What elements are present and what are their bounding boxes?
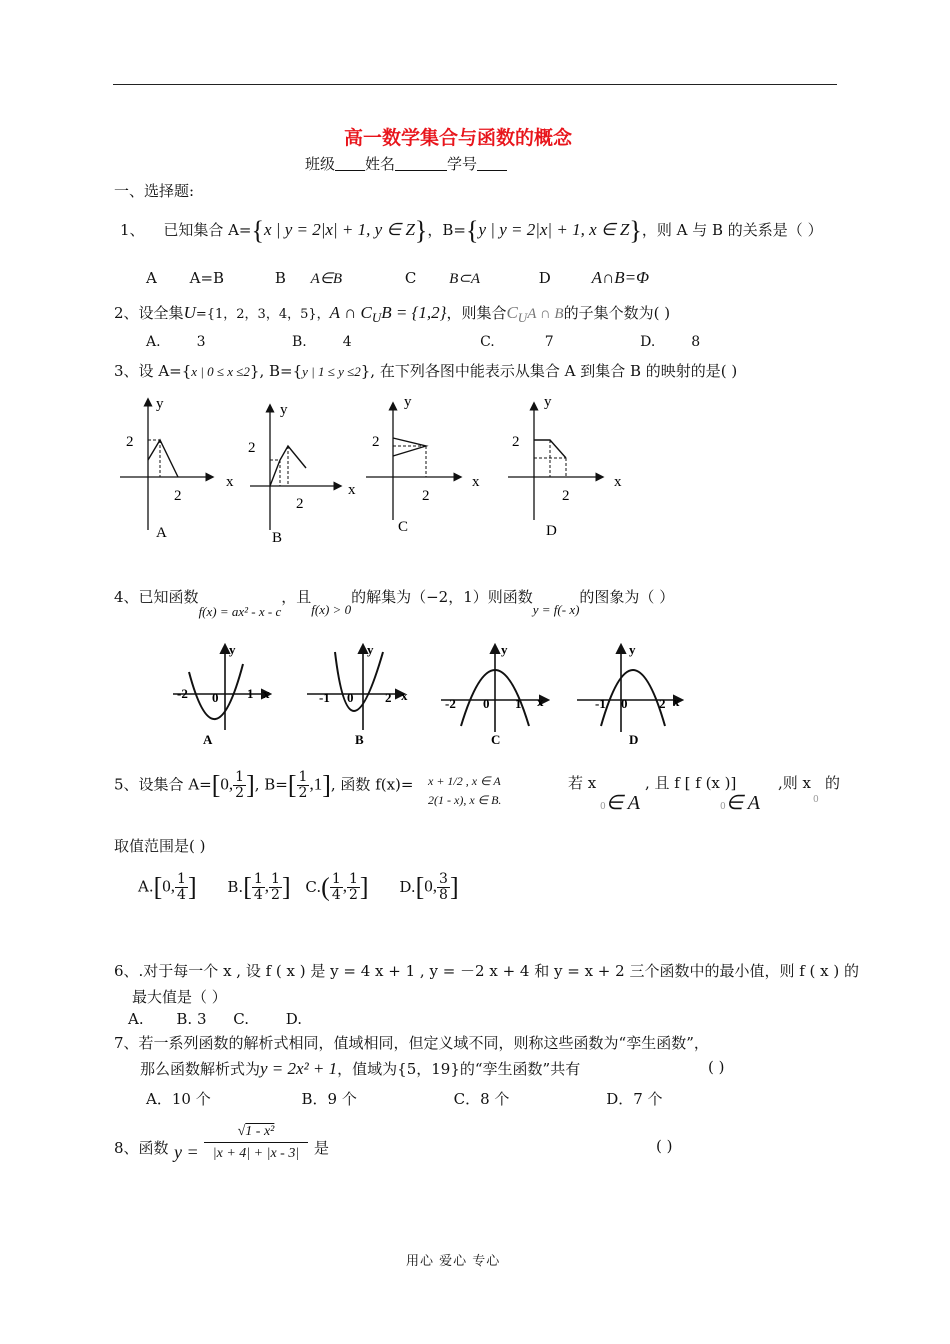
q2-expr: C	[506, 303, 518, 322]
svg-text:y: y	[544, 394, 552, 410]
q5-option-a-letter[interactable]: A.	[138, 877, 154, 896]
svg-text:0: 0	[483, 696, 490, 711]
q1-option-c-letter[interactable]: C	[404, 269, 417, 287]
svg-text:y: y	[156, 396, 164, 412]
number-label: 学号	[447, 155, 478, 173]
q3-graphs	[110, 390, 650, 550]
name-label: 姓名	[365, 155, 396, 173]
q7-option-d[interactable]: D．7 个	[606, 1090, 663, 1108]
q7-answer-paren: ( )	[708, 1058, 725, 1076]
q8-fraction: √1 - x² |x + 4| + |x - 3|	[204, 1124, 308, 1162]
q1-option-c-text: B⊂A	[449, 271, 481, 287]
svg-text:B: B	[355, 732, 364, 747]
q2-text1: 设全集	[138, 304, 184, 322]
svg-text:2: 2	[296, 496, 304, 512]
q2-condition: A ∩ C	[329, 303, 372, 322]
q1-suffix: ，则 A 与 B 的关系是（ ）	[641, 221, 823, 239]
svg-text:1: 1	[515, 696, 522, 711]
svg-text:y: y	[280, 402, 288, 418]
svg-text:-1: -1	[595, 696, 606, 711]
q2-number: 2、	[114, 304, 139, 322]
q8-prefix: 8、函数	[114, 1139, 169, 1157]
q1-number: 1、	[120, 221, 145, 239]
q4-graph-d[interactable]	[577, 642, 681, 747]
q2-universal-set: ={1，2，3，4，5}，	[195, 307, 330, 322]
svg-text:x: x	[472, 474, 480, 490]
q1-option-d-text: A∩B=Φ	[591, 268, 650, 287]
q2-text2: ，则集合	[446, 304, 507, 322]
svg-text:2: 2	[372, 434, 380, 450]
question-4: 4、已知函数f(x) = ax² - x - c，且f(x) > 0的解集为（−2，1）则函数y = f(- x)的图象为（ ）	[114, 588, 675, 619]
q1-option-a-letter[interactable]: A	[146, 269, 157, 287]
q3-set-a: x | 0 ≤ x ≤2	[191, 364, 250, 379]
q2-option-b-text: 4	[342, 334, 352, 350]
q1-option-d-letter[interactable]: D	[538, 269, 551, 287]
svg-text:2: 2	[174, 488, 182, 504]
q6-option-c[interactable]: C.	[233, 1010, 249, 1028]
q1-set-b: y | y = 2|x| + 1, x ∈ Z	[478, 220, 630, 239]
svg-text:D: D	[629, 732, 639, 747]
header-rule	[113, 84, 837, 85]
svg-text:x: x	[401, 688, 408, 703]
q8-denominator: |x + 4| + |x - 3|	[212, 1146, 300, 1161]
name-blank[interactable]	[395, 156, 447, 171]
svg-text:0: 0	[212, 690, 219, 705]
q2-option-a-text: 3	[196, 334, 206, 350]
svg-text:x: x	[348, 482, 356, 498]
q1-option-b-text: A∈B	[310, 271, 343, 287]
q2-option-d-letter[interactable]: D.	[640, 334, 656, 350]
svg-text:0: 0	[347, 690, 354, 705]
question-5: 5、设集合 A=[0, $\frac{1}{2}$ ], B=[ $\frac{1}{2}$ ,1], 函数 f(x)=	[114, 769, 414, 801]
q5-option-b-letter[interactable]: B.	[227, 877, 244, 896]
q4-graph-b[interactable]	[307, 642, 408, 747]
q7-option-a[interactable]: A．10 个	[146, 1090, 211, 1108]
svg-text:2: 2	[422, 488, 430, 504]
svg-text:A: A	[156, 525, 167, 541]
q4-graph-a[interactable]	[173, 642, 270, 747]
svg-text:x: x	[263, 686, 270, 701]
q4-graph-c[interactable]	[441, 642, 547, 747]
q5-line-2: 取值范围是( )	[114, 837, 206, 855]
svg-text:x: x	[614, 474, 622, 490]
q8-numerator: 1 - x²	[245, 1124, 275, 1139]
q4-function: f(x) = ax² - x - c	[198, 604, 282, 619]
svg-text:-2: -2	[177, 686, 188, 701]
q3-graph-b[interactable]	[248, 402, 356, 546]
svg-text:y: y	[501, 642, 508, 657]
q1-options	[146, 268, 649, 288]
svg-text:y: y	[404, 394, 412, 410]
svg-text:B: B	[272, 530, 283, 546]
q7-line-1: 7、若一系列函数的解析式相同，值域相同，但定义域不同，则称这些函数为“孪生函数”，	[114, 1034, 709, 1052]
svg-text:2: 2	[385, 690, 392, 705]
q7-options	[146, 1088, 663, 1109]
q2-option-c-text: 7	[544, 334, 554, 350]
q6-option-d[interactable]: D.	[285, 1010, 303, 1028]
section-heading: 一、选择题:	[114, 182, 195, 200]
svg-text:2: 2	[562, 488, 570, 504]
svg-text:y: y	[229, 642, 236, 657]
svg-text:-2: -2	[445, 696, 456, 711]
q2-option-a-letter[interactable]: A.	[146, 334, 161, 350]
q6-line-2: 最大值是（ ）	[132, 988, 227, 1006]
svg-text:D: D	[546, 523, 557, 539]
svg-text:x: x	[673, 694, 680, 709]
q6-line-1: 6、.对于每一个 x , 设 f ( x ) 是 y = 4 x + 1 , y = －2 x + 4 和 y = x + 2 三个函数中的最小值，则 f ( x ) 的	[114, 962, 860, 980]
q8-y: y =	[174, 1142, 199, 1162]
q2-universal: U	[183, 303, 196, 322]
svg-text:1: 1	[247, 686, 254, 701]
q3-graph-d[interactable]	[508, 394, 622, 539]
q1-mid: ，B=	[427, 221, 466, 239]
q5-option-c-letter[interactable]: C.	[305, 877, 322, 896]
class-blank[interactable]	[335, 156, 365, 171]
q1-option-b-letter[interactable]: B	[274, 269, 286, 287]
question-2: 2、设全集U={1，2，3，4，5}，A ∩ $C_UB = \{1,2\}$，则集合$C_UA$ ∩ B的子集个数为( )	[114, 303, 671, 325]
svg-text:2: 2	[126, 434, 134, 450]
q1-prefix: 已知集合 A=	[163, 221, 252, 239]
q6-option-b[interactable]: B. 3	[176, 1010, 207, 1028]
question-1: 1、 已知集合 A={x | y = 2|x| + 1, y ∈ Z}，B={y | y = 2|x| + 1, x ∈ Z}，则 A 与 B 的关系是（ ）	[120, 216, 823, 245]
question-3: 3、设 A={x | 0 ≤ x ≤2}, B={y | 1 ≤ y ≤2}, 在下列各图中能表示从集合 A 到集合 B 的映射的是( )	[114, 362, 738, 380]
svg-text:2: 2	[248, 440, 256, 456]
q6-options	[128, 1010, 302, 1028]
svg-text:2: 2	[659, 696, 666, 711]
q5-options: A.[0, $\frac{1}{4}$ ] B.[ $\frac{1}{4}$ , $\frac{1}{2}$ ] C.( $\frac{1}{4}$ , $\frac{1}{2}$ ] D.[0, $\frac{3}{8}$ ]	[138, 871, 459, 903]
svg-text:C: C	[491, 732, 501, 747]
q2-option-b-letter[interactable]: B.	[291, 334, 307, 350]
q7-line-2: 那么函数解析式为y = 2x² + 1，值域为{5，19}的“孪生函数”共有	[140, 1059, 581, 1078]
svg-text:x: x	[537, 694, 544, 709]
q7-option-c[interactable]: C．8 个	[453, 1090, 510, 1108]
q3-graph-a[interactable]	[120, 396, 234, 541]
q8-suffix: 是	[314, 1139, 330, 1157]
q8-answer-paren: ( )	[656, 1137, 673, 1155]
q7-expression: y = 2x² + 1	[260, 1059, 338, 1078]
q6-option-a[interactable]: A.	[128, 1010, 144, 1028]
q2-text3: 的子集个数为( )	[563, 304, 671, 322]
number-blank[interactable]	[477, 156, 507, 171]
page-footer: 用心 爱心 专心	[406, 1254, 501, 1269]
svg-text:C: C	[398, 519, 409, 535]
q3-set-b: y | 1 ≤ y ≤2	[302, 364, 361, 379]
q7-option-b[interactable]: B．9 个	[301, 1090, 357, 1108]
q5-piecewise: x + 1/2 , x ∈ A 2(1 - x), x ∈ B.	[428, 774, 502, 807]
svg-text:0: 0	[621, 696, 628, 711]
svg-text:y: y	[367, 642, 374, 657]
q4-inequality: f(x) > 0	[311, 602, 352, 617]
svg-text:A: A	[203, 732, 213, 747]
q5-condition: 若 x	[568, 774, 597, 792]
q2-expr-2: A ∩ B	[527, 306, 564, 322]
q1-option-a-text: A=B	[189, 269, 225, 287]
q2-condition-2: B = {1,2}	[381, 303, 447, 322]
q4-graphs	[165, 640, 705, 752]
q4-target-function: y = f(- x)	[532, 602, 580, 617]
q2-option-d-text: 8	[691, 334, 701, 350]
page-title: 高一数学集合与函数的概念	[344, 127, 573, 149]
svg-text:x: x	[226, 474, 234, 490]
q1-set-a: x | y = 2|x| + 1, y ∈ Z	[263, 220, 415, 239]
svg-text:y: y	[629, 642, 636, 657]
student-info-line	[305, 153, 507, 174]
q2-option-c-letter[interactable]: C.	[480, 334, 495, 350]
svg-text:2: 2	[512, 434, 520, 450]
svg-text:-1: -1	[319, 690, 330, 705]
q3-graph-c[interactable]	[366, 394, 480, 535]
q2-options	[146, 334, 700, 350]
q5-option-d-letter[interactable]: D.	[399, 877, 416, 896]
class-label: 班级	[305, 155, 336, 173]
